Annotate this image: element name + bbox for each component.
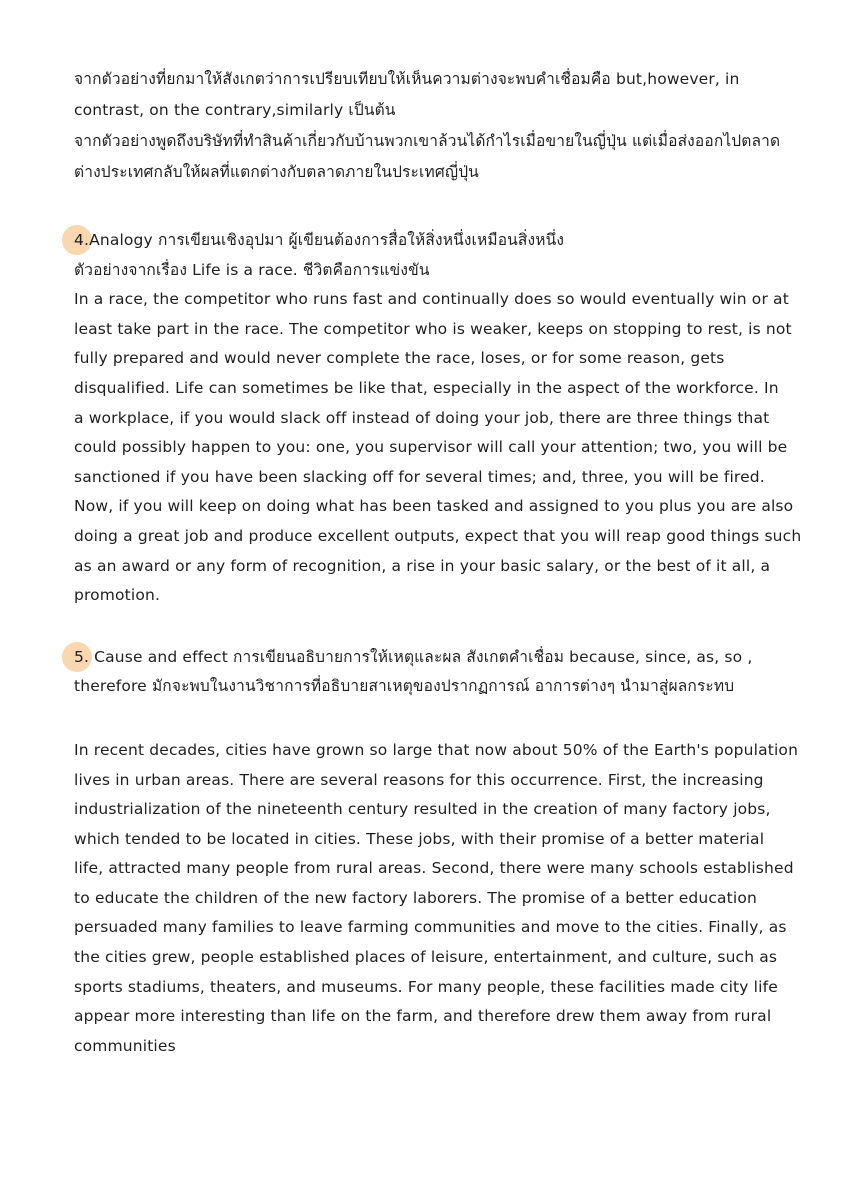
intro-line: จากตัวอย่างพูดถึงบริษัทที่ทำสินค้าเกี่ยวกับบ้านพวกเขาล้วนได้กำไรเมื่อขายในญี่ปุ่น แต่เมื่อส่งออกไปตลาด bbox=[74, 132, 781, 150]
paragraph-line: which tended to be located in cities. These jobs, with their promise of a better material bbox=[74, 829, 765, 848]
paragraph-line: doing a great job and produce excellent outputs, expect that you will reap good things such bbox=[74, 526, 802, 545]
intro-line: contrast, on the contrary,similarly เป็นต้น bbox=[74, 101, 396, 119]
paragraph-line: communities bbox=[74, 1036, 176, 1055]
paragraph-line: promotion. bbox=[74, 586, 161, 605]
paragraph-line: sanctioned if you have been slacking off for several times; and, three, you will be fired. bbox=[74, 467, 765, 486]
section-4-title: 4.Analogy การเขียนเชิงอุปมา ผู้เขียนต้องการสื่อให้สิ่งหนึ่งเหมือนสิ่งหนึ่ง bbox=[74, 231, 565, 249]
paragraph-line: industrialization of the nineteenth century resulted in the creation of many factory jobs, bbox=[74, 800, 771, 819]
paragraph-line: sports stadiums, theaters, and museums. For many people, these facilities made city life bbox=[74, 977, 778, 996]
intro-line: ต่างประเทศกลับให้ผลที่แตกต่างกับตลาดภายในประเทศญี่ปุ่น bbox=[74, 163, 479, 181]
section-5-heading bbox=[74, 643, 802, 673]
paragraph-line: In a race, the competitor who runs fast and continually does so would eventually win or at bbox=[74, 290, 789, 309]
paragraph-line: Now, if you will keep on doing what has been tasked and assigned to you plus you are also bbox=[74, 497, 794, 516]
paragraph-line: persuaded many families to leave farming communities and move to the cities. Finally, as bbox=[74, 918, 787, 937]
paragraph-line: life, attracted many people from rural areas. Second, there were many schools established bbox=[74, 859, 794, 878]
paragraph-line: lives in urban areas. There are several reasons for this occurrence. First, the increasing bbox=[74, 770, 764, 789]
paragraph-line: In recent decades, cities have grown so large that now about 50% of the Earth's population bbox=[74, 740, 799, 759]
paragraph-line: least take part in the race. The competitor who is weaker, keeps on stopping to rest, is not bbox=[74, 319, 792, 338]
section-5-title: 5. Cause and effect การเขียนอธิบายการให้เหตุและผล สังเกตคำเชื่อม because, since, as, so , bbox=[74, 647, 753, 666]
section-5-paragraph bbox=[74, 736, 802, 1062]
paragraph-line: appear more interesting than life on the farm, and therefore drew them away from rural bbox=[74, 1007, 772, 1026]
paragraph-line: could possibly happen to you: one, you supervisor will call your attention; two, you will be bbox=[74, 438, 788, 457]
paragraph-line: as an award or any form of recognition, a rise in your basic salary, or the best of it all, a bbox=[74, 556, 771, 575]
section-4-analogy bbox=[74, 226, 802, 611]
section-5-title-cont: therefore มักจะพบในงานวิชาการที่อธิบายสาเหตุของปรากฏการณ์ อาการต่างๆ นำมาสู่ผลกระทบ bbox=[74, 677, 735, 696]
paragraph-line: the cities grew, people established places of leisure, entertainment, and culture, such as bbox=[74, 948, 778, 967]
section-4-example-title: ตัวอย่างจากเรื่อง Life is a race. ชีวิตคือการแข่งขัน bbox=[74, 260, 430, 279]
section-5-cause-effect bbox=[74, 643, 802, 702]
section-4-heading bbox=[74, 226, 802, 256]
intro-paragraph bbox=[74, 64, 802, 188]
paragraph-line: to educate the children of the new factory laborers. The promise of a better education bbox=[74, 888, 757, 907]
paragraph-line: fully prepared and would never complete the race, loses, or for some reason, gets bbox=[74, 349, 725, 368]
intro-line: จากตัวอย่างที่ยกมาให้สังเกตว่าการเปรียบเทียบให้เห็นความต่างจะพบคำเชื่อมคือ but,however, in bbox=[74, 70, 740, 88]
paragraph-line: disqualified. Life can sometimes be like that, especially in the aspect of the workforce. In bbox=[74, 378, 779, 397]
paragraph-line: a workplace, if you would slack off instead of doing your job, there are three things that bbox=[74, 408, 770, 427]
